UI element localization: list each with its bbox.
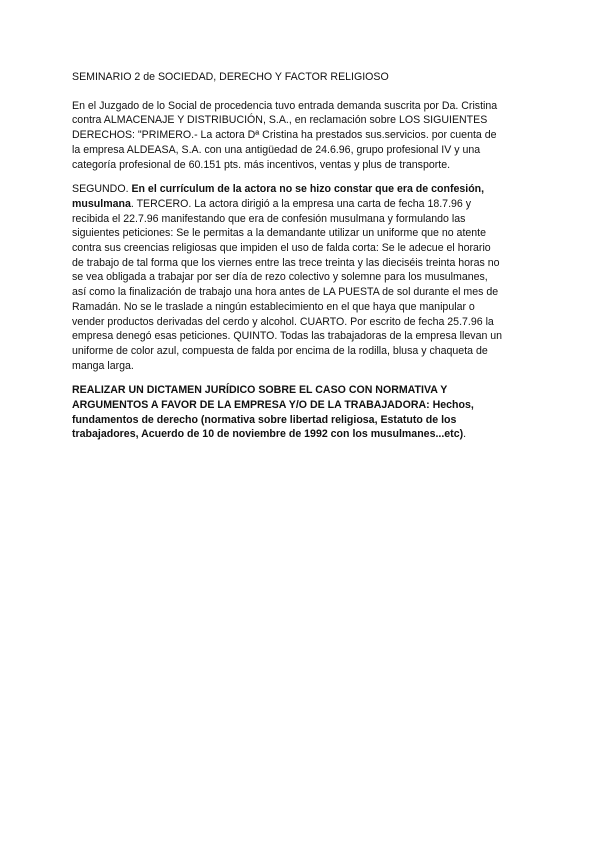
segundo-bold-text: En el currículum de la actora no se hizo constar que era de confesión, musulmana [72,183,485,210]
document-page [72,70,504,442]
facts-paragraph-primero: En el Juzgado de lo Social de procedencia tuvo entrada demanda suscrita por Da. Cristina contra ALMACENAJE Y DISTRIBUCIÓN, S.A., en reclamación sobre LOS SIGUIENTES DERECHOS: "PRIMERO.- La actora Dª Cristina ha prestados sus.servicios. por cuenta de la empresa ALDEASA, S.A. con una antigüedad de 24.6.96, grupo profesional IV y una categoría profesional de 60.151 pts. más incentivos, ventas y plus de transporte. [72,99,498,171]
tercero-quinto-text: . TERCERO. La actora dirigió a la empresa una carta de fecha 18.7.96 y recibida el 22.7.96 manifestando que era de confesión musulmana y formulando las siguientes peticiones: Se le permitas a la demandante utilizar un uniforme que no atente contra sus creencias religiosas que impiden el uso de falda corta: Se le adecue el horario de trabajo de tal forma que los viernes entre las trece treinta y las dieciséis treinta horas no se vea obligada a trabajar por ser día de rezo colectivo y solemne para los musulmanes, así como la finalización de trabajo una hora antes de LA PUESTA de sol durante el mes de Ramadán. No se le traslade a ningún establecimiento en el que haya que manipular o vender productos derivadas del cerdo y alcohol. CUARTO. Por escrito de fecha 25.7.96 la empresa denegó esas peticiones. QUINTO. Todas las trabajadoras de la empresa llevan un uniforme de color azul, compuesta de falda por encima de la rodilla, blusa y chaqueta de manga larga. [72,197,503,372]
assignment-period: . [463,428,467,441]
document-title: SEMINARIO 2 de SOCIEDAD, DERECHO Y FACTOR RELIGIOSO [72,71,389,83]
assignment-bold-text: REALIZAR UN DICTAMEN JURÍDICO SOBRE EL CASO CON NORMATIVA Y ARGUMENTOS A FAVOR DE LA EMPRESA Y/O DE LA TRABAJADORA: Hechos, fundamentos de derecho (normativa sobre libertad religiosa, Estatuto de los trabajadores, Acuerdo de 10 de noviembre de 1992 con los musulmanes...etc) [72,384,474,441]
assignment-instruction [72,383,504,442]
facts-paragraph-segundo-quinto [72,182,504,373]
segundo-lead: SEGUNDO. [72,183,132,196]
